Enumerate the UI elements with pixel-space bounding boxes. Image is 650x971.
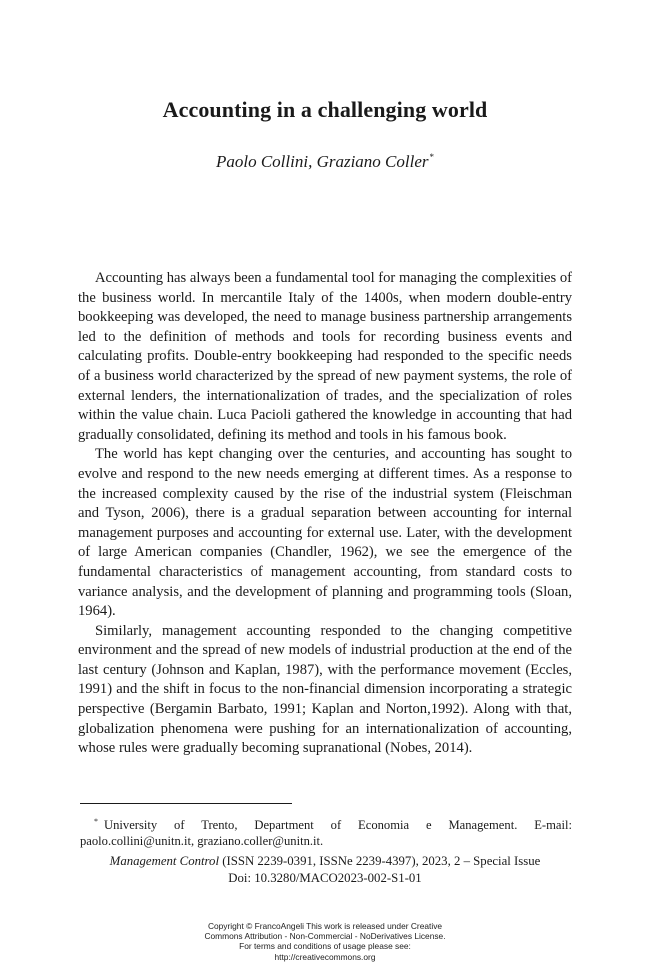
body-paragraph-1: Accounting has always been a fundamental tool for managing the complexities of the business world. In mercantile Italy of the 1400s, when modern double-entry bookkeeping was developed, the need to manage business partnership arrangements led to the definition of methods and tools for recording business events and calculating profits. Double-entry bookkeeping had responded to the specific needs of a business world characterized by the spread of new payment systems, the role of external lenders, the internationalization of trades, and the specialization of roles within the value chain. Luca Pacioli gathered the knowledge in accounting that had gradually consolidated, defining its method and tools in his famous book. [78, 270, 572, 443]
author-footnote-marker[interactable]: * [429, 152, 435, 162]
license-link[interactable]: http://creativecommons.org [274, 951, 376, 962]
license-line-1: Copyright © FrancoAngeli This work is released under Creative [207, 921, 443, 931]
article-body [78, 269, 572, 759]
author-affiliation-footnote [80, 814, 572, 849]
author-names: Paolo Collini, Graziano Coller [215, 152, 429, 171]
body-paragraph-3: Similarly, management accounting responded to the changing competitive environment and the spread of new models of industrial production at the end of the last century (Johnson and Kaplan, 1987), with the performance movement (Eccles, 1991) and the shift in focus to the non-financial dimension incorporating a strategic perspective (Bergamin Barbato, 1991; Kaplan and Norton,1992). Along with that, globalization phenomena were pushing for an internationalization of accounting, whose rules were gradually becoming supranational (Nobes, 2014). [78, 622, 572, 757]
license-line-2: Commons Attribution - Non-Commercial - NoDerivatives License. [204, 931, 446, 942]
journal-name: Management Control [109, 854, 220, 868]
journal-details: (ISSN 2239-0391, ISSNe 2239-4397), 2023, 2 – Special Issue [219, 854, 541, 868]
footnote-text: University of Trento, Department of Economia e Management. E-mail: paolo.collini@unitn.it, graziano.coller@unitn.it. [80, 818, 572, 848]
license-notice [0, 921, 650, 962]
doi: Doi: 10.3280/MACO2023-002-S1-01 [228, 870, 422, 885]
footnote-marker: * [94, 817, 98, 826]
license-line-3: For terms and conditions of usage please see: [239, 941, 411, 952]
article-authors [0, 152, 650, 172]
journal-citation [0, 853, 650, 886]
body-paragraph-2: The world has kept changing over the centuries, and accounting has sought to evolve and respond to the new needs emerging at different times. As a response to the increased complexity caused by the rise of the industrial system (Fleischman and Tyson, 2006), there is a gradual separation between accounting for internal management purposes and accounting for external use. Later, with the development of large American companies (Chandler, 1962), we see the emergence of the fundamental characteristics of management accounting, from standard costs to variance analysis, and the development of planning and programming tools (Sloan, 1964). [78, 446, 572, 620]
article-title: Accounting in a challenging world [162, 97, 488, 122]
footnote-separator [80, 803, 292, 804]
